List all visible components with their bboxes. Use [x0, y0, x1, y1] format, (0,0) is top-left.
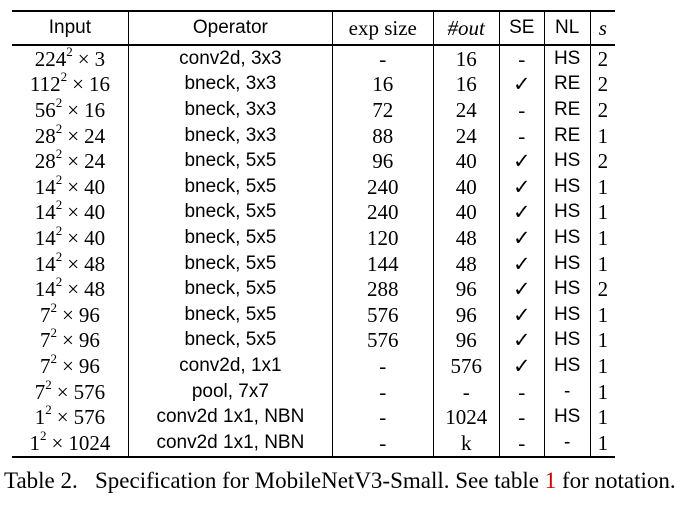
input-channels: 16 — [84, 97, 106, 122]
cell-exp-size: 96 — [332, 148, 433, 174]
table-row — [12, 97, 615, 123]
times-symbol: × — [67, 174, 80, 199]
cell-se: - — [499, 123, 544, 149]
input-channels: 1024 — [68, 430, 111, 455]
cell-input — [12, 94, 128, 123]
table-row — [12, 302, 615, 328]
table-row — [12, 328, 615, 354]
table-row — [12, 379, 615, 405]
cell-nl: HS — [544, 225, 590, 251]
table-row — [12, 200, 615, 226]
input-base: 14 — [34, 174, 56, 199]
input-base: 112 — [29, 72, 61, 97]
cell-input — [12, 222, 128, 251]
cell-se: ✓ — [499, 72, 544, 98]
cell-se: - — [499, 430, 544, 457]
cell-s: 1 — [590, 225, 615, 251]
cell-nl: RE — [544, 123, 590, 149]
cell-out: 576 — [433, 353, 499, 379]
times-symbol: × — [67, 123, 80, 148]
cell-s: 1 — [590, 251, 615, 277]
cell-s: 2 — [590, 97, 615, 123]
times-symbol: × — [67, 225, 80, 250]
table-row — [12, 174, 615, 200]
cell-input — [12, 69, 128, 98]
cell-exp-size: - — [332, 379, 433, 405]
cell-se: ✓ — [499, 225, 544, 251]
cell-nl: - — [544, 379, 590, 405]
cell-nl: HS — [544, 45, 590, 72]
cell-exp-size: 88 — [332, 123, 433, 149]
cell-input — [12, 404, 128, 430]
input-channels: 48 — [84, 251, 106, 276]
cell-operator: bneck, 5x5 — [128, 328, 332, 354]
input-exponent: 2 — [60, 69, 68, 85]
cell-input — [12, 197, 128, 226]
cell-input — [12, 376, 128, 405]
cell-se: - — [499, 404, 544, 430]
cell-out: 24 — [433, 97, 499, 123]
cell-s: 1 — [590, 404, 615, 430]
cell-input — [12, 120, 128, 149]
input-base: 56 — [34, 97, 56, 122]
header-exp-size: exp size — [332, 11, 433, 45]
table-row — [12, 45, 615, 72]
input-exponent: 2 — [55, 274, 63, 290]
input-exponent: 2 — [66, 43, 73, 59]
cell-se: ✓ — [499, 328, 544, 354]
cell-s: 1 — [590, 328, 615, 354]
cell-out: k — [433, 430, 499, 457]
cell-out: 48 — [433, 251, 499, 277]
times-symbol: × — [72, 72, 84, 97]
input-channels: 48 — [84, 277, 106, 302]
cell-out: 40 — [433, 174, 499, 200]
cell-out: 16 — [433, 45, 499, 72]
cell-operator: bneck, 5x5 — [128, 225, 332, 251]
cell-s: 2 — [590, 72, 615, 98]
input-base: 14 — [34, 225, 56, 250]
cell-exp-size: 576 — [332, 302, 433, 328]
cell-nl: HS — [544, 302, 590, 328]
caption-text-before: Specification for MobileNetV3-Small. See table — [95, 468, 545, 493]
header-input: Input — [12, 11, 128, 45]
cell-operator: bneck, 5x5 — [128, 302, 332, 328]
table-row — [12, 353, 615, 379]
cell-operator: bneck, 5x5 — [128, 174, 332, 200]
cell-nl: HS — [544, 353, 590, 379]
input-exponent: 2 — [45, 376, 52, 392]
cell-se: ✓ — [499, 200, 544, 226]
cell-nl: RE — [544, 97, 590, 123]
input-base: 14 — [34, 277, 56, 302]
input-base: 14 — [34, 251, 56, 276]
cell-operator: bneck, 5x5 — [128, 276, 332, 302]
input-base: 7 — [39, 302, 51, 327]
input-channels: 40 — [84, 200, 106, 225]
cell-operator: conv2d, 1x1 — [128, 353, 332, 379]
input-base: 28 — [34, 149, 56, 174]
cell-input — [12, 325, 128, 354]
header-out: #out — [433, 11, 499, 45]
input-channels: 96 — [78, 328, 100, 353]
input-channels: 576 — [73, 379, 106, 404]
cell-operator: bneck, 3x3 — [128, 123, 332, 149]
cell-operator: conv2d, 3x3 — [128, 45, 332, 72]
cell-se: ✓ — [499, 276, 544, 302]
input-channels: 24 — [84, 123, 106, 148]
input-base: 1 — [34, 405, 46, 430]
cell-s: 1 — [590, 379, 615, 405]
cell-operator: bneck, 5x5 — [128, 148, 332, 174]
cell-se: - — [499, 45, 544, 72]
cell-se: - — [499, 97, 544, 123]
table-row — [12, 251, 615, 277]
table-row — [12, 123, 615, 149]
header-nl: NL — [544, 11, 590, 45]
cell-input — [12, 45, 128, 72]
times-symbol: × — [67, 149, 80, 174]
cell-se: ✓ — [499, 302, 544, 328]
times-symbol: × — [56, 379, 69, 404]
cell-input — [12, 276, 128, 302]
cell-s: 1 — [590, 174, 615, 200]
cell-s: 1 — [590, 200, 615, 226]
input-exponent: 2 — [50, 350, 57, 366]
cell-operator: bneck, 3x3 — [128, 72, 332, 98]
input-channels: 40 — [84, 174, 106, 199]
cell-input — [12, 148, 128, 174]
table-row — [12, 276, 615, 302]
cell-nl: HS — [544, 328, 590, 354]
cell-exp-size: 120 — [332, 225, 433, 251]
input-exponent: 2 — [55, 94, 63, 110]
cell-input — [12, 299, 128, 328]
table-row — [12, 225, 615, 251]
input-channels: 16 — [88, 72, 110, 97]
input-channels: 24 — [84, 149, 106, 174]
cell-s: 1 — [590, 302, 615, 328]
cell-out: 96 — [433, 302, 499, 328]
input-exponent: 2 — [55, 146, 63, 162]
input-channels: 40 — [84, 225, 106, 250]
cell-input — [12, 350, 128, 379]
input-base: 224 — [34, 46, 67, 71]
input-exponent: 2 — [39, 427, 47, 443]
cell-se: ✓ — [499, 251, 544, 277]
cell-out: 96 — [433, 276, 499, 302]
input-channels: 3 — [94, 46, 106, 71]
cell-se: ✓ — [499, 148, 544, 174]
spec-table — [12, 10, 615, 458]
cell-out: 48 — [433, 225, 499, 251]
cell-out: 24 — [433, 123, 499, 149]
input-base: 1 — [29, 430, 40, 455]
times-symbol: × — [77, 46, 90, 71]
cell-operator: pool, 7x7 — [128, 379, 332, 405]
times-symbol: × — [67, 251, 80, 276]
cell-s: 2 — [590, 45, 615, 72]
cell-out: - — [433, 379, 499, 405]
table-row — [12, 430, 615, 457]
header-s: s — [590, 11, 615, 45]
times-symbol: × — [56, 405, 69, 430]
input-base: 7 — [34, 379, 46, 404]
cell-s: 1 — [590, 430, 615, 457]
table-row — [12, 148, 615, 174]
input-base: 7 — [39, 353, 51, 378]
table-caption — [4, 466, 684, 496]
input-exponent: 2 — [55, 171, 63, 187]
input-exponent: 2 — [50, 299, 57, 315]
caption-text-after: for notation. — [556, 468, 676, 493]
cell-nl: HS — [544, 200, 590, 226]
input-exponent: 2 — [55, 120, 63, 136]
input-channels: 96 — [78, 302, 100, 327]
table-header-row — [12, 11, 615, 45]
input-base: 14 — [34, 200, 56, 225]
cell-exp-size: 72 — [332, 97, 433, 123]
cell-nl: HS — [544, 276, 590, 302]
cell-se: ✓ — [499, 353, 544, 379]
cell-nl: RE — [544, 72, 590, 98]
caption-table-reference-link[interactable]: 1 — [544, 468, 557, 493]
cell-input — [12, 427, 128, 457]
input-exponent: 2 — [55, 248, 63, 264]
cell-operator: bneck, 5x5 — [128, 200, 332, 226]
cell-exp-size: 576 — [332, 328, 433, 354]
cell-exp-size: 144 — [332, 251, 433, 277]
cell-se: ✓ — [499, 174, 544, 200]
cell-nl: - — [544, 430, 590, 457]
times-symbol: × — [61, 328, 74, 353]
times-symbol: × — [67, 200, 80, 225]
cell-out: 1024 — [433, 404, 499, 430]
times-symbol: × — [51, 430, 64, 455]
cell-operator: bneck, 3x3 — [128, 97, 332, 123]
cell-exp-size: 240 — [332, 200, 433, 226]
cell-operator: conv2d 1x1, NBN — [128, 404, 332, 430]
input-base: 7 — [39, 328, 51, 353]
cell-out: 16 — [433, 72, 499, 98]
cell-nl: HS — [544, 174, 590, 200]
cell-exp-size: - — [332, 353, 433, 379]
table-row — [12, 404, 615, 430]
cell-se: - — [499, 379, 544, 405]
cell-exp-size: 240 — [332, 174, 433, 200]
cell-operator: bneck, 5x5 — [128, 251, 332, 277]
header-se: SE — [499, 11, 544, 45]
caption-label: Table 2. — [4, 468, 78, 493]
times-symbol: × — [61, 353, 74, 378]
input-exponent: 2 — [50, 325, 57, 341]
input-channels: 96 — [78, 353, 100, 378]
times-symbol: × — [61, 302, 74, 327]
input-exponent: 2 — [55, 197, 63, 213]
cell-operator: conv2d 1x1, NBN — [128, 430, 332, 457]
spec-table-container — [12, 10, 615, 458]
cell-exp-size: - — [332, 45, 433, 72]
cell-input — [12, 248, 128, 277]
cell-exp-size: 288 — [332, 276, 433, 302]
input-exponent: 2 — [45, 402, 52, 418]
input-exponent: 2 — [55, 222, 63, 238]
cell-s: 2 — [590, 148, 615, 174]
input-channels: 576 — [73, 405, 106, 430]
cell-exp-size: 16 — [332, 72, 433, 98]
cell-nl: HS — [544, 404, 590, 430]
cell-nl: HS — [544, 148, 590, 174]
table-body — [12, 45, 615, 457]
cell-s: 1 — [590, 123, 615, 149]
input-base: 28 — [34, 123, 56, 148]
header-operator: Operator — [128, 11, 332, 45]
cell-s: 2 — [590, 276, 615, 302]
cell-s: 1 — [590, 353, 615, 379]
cell-out: 40 — [433, 148, 499, 174]
cell-exp-size: - — [332, 404, 433, 430]
cell-out: 96 — [433, 328, 499, 354]
table-row — [12, 72, 615, 98]
cell-nl: HS — [544, 251, 590, 277]
times-symbol: × — [67, 97, 80, 122]
cell-out: 40 — [433, 200, 499, 226]
times-symbol: × — [67, 277, 80, 302]
cell-exp-size: - — [332, 430, 433, 457]
cell-input — [12, 171, 128, 200]
